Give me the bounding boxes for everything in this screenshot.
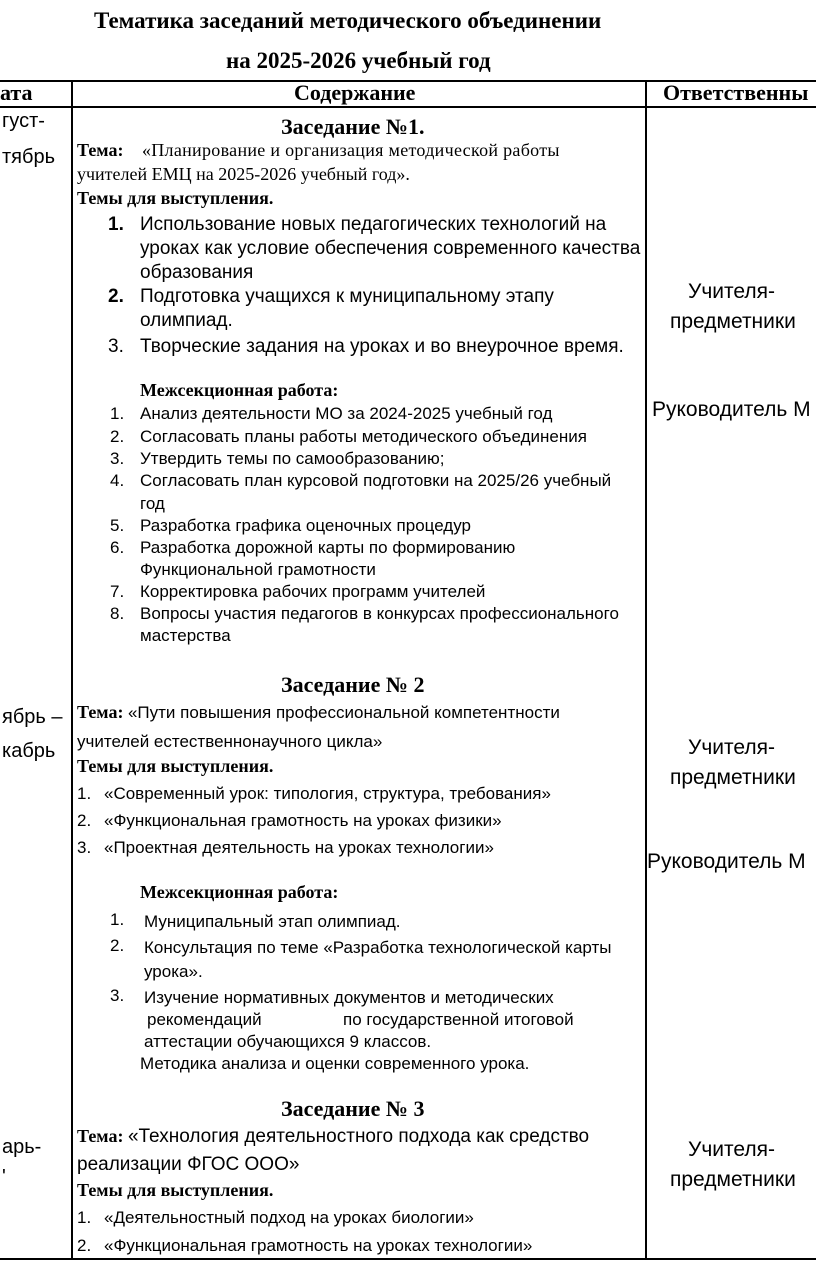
list-item: Разработка дорожной карты по формированию bbox=[140, 538, 516, 557]
meeting-3-heading: Заседание № 3 bbox=[281, 1096, 425, 1121]
list-item: Изучение нормативных документов и методических bbox=[144, 988, 554, 1007]
table-col-divider-2 bbox=[645, 80, 647, 1260]
meeting-2-responsible-line3: Руководитель М bbox=[647, 850, 806, 873]
meeting-1-topic bbox=[77, 140, 643, 161]
meeting-2-intersection-label: Межсекционная работа: bbox=[140, 882, 339, 902]
list-item: «Деятельностный подход на уроках биологии» bbox=[104, 1208, 474, 1227]
topic-text-line1: «Технология деятельностного подхода как средство bbox=[127, 1126, 590, 1147]
list-number: 1. bbox=[77, 784, 92, 803]
meeting-2-extra-line: Методика анализа и оценки современного урока. bbox=[140, 1054, 530, 1073]
header-date: ата bbox=[0, 80, 33, 105]
list-item: Вопросы участия педагогов в конкурсах профессионального bbox=[140, 604, 619, 623]
list-item: Анализ деятельности МО за 2024-2025 учебный год bbox=[140, 404, 553, 423]
list-number: 2. bbox=[77, 1236, 92, 1255]
header-content: Содержание bbox=[294, 80, 416, 105]
list-item: по государственной итоговой bbox=[343, 1010, 574, 1029]
header-responsible: Ответственны bbox=[663, 80, 809, 105]
topic-label: Тема: bbox=[77, 140, 124, 160]
list-number: 2. bbox=[77, 811, 92, 830]
list-number: 3. bbox=[110, 449, 125, 468]
list-item: олимпиад. bbox=[140, 310, 233, 331]
meeting-3-responsible-line1: Учителя- bbox=[688, 1138, 775, 1161]
list-number: 3. bbox=[77, 838, 92, 857]
list-item: уроках как условие обеспечения современного качества bbox=[140, 238, 641, 259]
list-item: Разработка графика оценочных процедур bbox=[140, 516, 471, 535]
meeting-1-date-line1: густ- bbox=[2, 110, 45, 132]
meeting-2-speeches-label: Темы для выступления. bbox=[77, 756, 274, 776]
meeting-3-topic bbox=[77, 1126, 589, 1148]
list-item: Функциональной грамотности bbox=[140, 560, 376, 579]
meeting-1-topic-line2: учителей ЕМЦ на 2025-2026 учебный год». bbox=[77, 164, 410, 184]
list-number: 4. bbox=[110, 471, 125, 490]
meeting-3-date-line1: арь- bbox=[2, 1136, 42, 1158]
meeting-1-speeches-label: Темы для выступления. bbox=[77, 188, 274, 208]
topic-label: Тема: bbox=[77, 702, 124, 722]
list-item: мастерства bbox=[140, 626, 231, 645]
list-item: Корректировка рабочих программ учителей bbox=[140, 582, 486, 601]
meeting-2-responsible-line2: предметники bbox=[670, 766, 796, 789]
meeting-3-speeches-label: Темы для выступления. bbox=[77, 1180, 274, 1200]
meeting-2-heading: Заседание № 2 bbox=[281, 672, 425, 697]
list-number: 1. bbox=[77, 1208, 92, 1227]
list-number: 7. bbox=[110, 582, 125, 601]
list-number: 2. bbox=[110, 936, 125, 955]
meeting-1-responsible-line1: Учителя- bbox=[688, 280, 775, 303]
list-number: 3. bbox=[108, 336, 124, 357]
list-number: 1. bbox=[110, 404, 125, 423]
meeting-1-heading: Заседание №1. bbox=[281, 114, 425, 139]
list-number: 8. bbox=[110, 604, 125, 623]
list-item: «Функциональная грамотность на уроках технологии» bbox=[104, 1236, 533, 1255]
list-item: Муниципальный этап олимпиад. bbox=[144, 912, 401, 931]
meeting-2-topic-line2: учителей естественнонаучного цикла» bbox=[77, 732, 383, 751]
meeting-1-responsible-line3: Руководитель М bbox=[652, 398, 811, 421]
list-item: образования bbox=[140, 262, 254, 283]
meeting-3-responsible-line2: предметники bbox=[670, 1168, 796, 1191]
list-item: год bbox=[140, 494, 165, 513]
list-item: Согласовать планы работы методического объединения bbox=[140, 427, 587, 446]
list-item: «Современный урок: типология, структура, требования» bbox=[104, 784, 551, 803]
table-bottom-border bbox=[0, 1258, 816, 1260]
topic-text-line1: «Пути повышения профессиональной компетентности bbox=[127, 703, 560, 722]
list-item: Творческие задания на уроках и во внеурочное время. bbox=[140, 336, 624, 357]
meeting-3-date-line2: ' bbox=[2, 1166, 6, 1188]
list-item: Согласовать план курсовой подготовки на 2025/26 учебный bbox=[140, 471, 612, 490]
list-number: 3. bbox=[110, 986, 125, 1005]
page-title-line2: на 2025-2026 учебный год bbox=[226, 48, 491, 73]
table-header-border bbox=[0, 106, 816, 108]
topic-text-line1: «Планирование и организация методической работы bbox=[141, 140, 560, 160]
meeting-1-date-line2: тябрь bbox=[2, 146, 55, 168]
list-item: Использование новых педагогических технологий на bbox=[140, 214, 607, 235]
topic-label: Тема: bbox=[77, 1126, 124, 1146]
meeting-2-topic bbox=[77, 702, 560, 723]
meeting-1-intersection-label: Межсекционная работа: bbox=[140, 380, 339, 400]
list-item: Подготовка учащихся к муниципальному этапу bbox=[140, 286, 554, 307]
list-number: 2. bbox=[108, 286, 124, 307]
list-number: 5. bbox=[110, 516, 125, 535]
meeting-2-date-line2: кабрь bbox=[2, 740, 56, 762]
list-number: 1. bbox=[110, 910, 125, 929]
meeting-2-date-line1: ябрь – bbox=[2, 706, 63, 728]
list-item: Утвердить темы по самообразованию; bbox=[140, 449, 445, 468]
page-title-line1: Тематика заседаний методического объединении bbox=[94, 8, 602, 33]
meeting-3-topic-line2: реализации ФГОС ООО» bbox=[77, 1154, 300, 1175]
meeting-1-responsible-line2: предметники bbox=[670, 310, 796, 333]
list-item: рекомендаций bbox=[147, 1010, 262, 1029]
list-item: урока». bbox=[144, 962, 203, 981]
list-item: аттестации обучающихся 9 классов. bbox=[144, 1032, 432, 1051]
list-number: 1. bbox=[108, 214, 124, 235]
list-item: «Функциональная грамотность на уроках физики» bbox=[104, 811, 502, 830]
list-number: 2. bbox=[110, 427, 125, 446]
list-number: 6. bbox=[110, 538, 125, 557]
meeting-2-responsible-line1: Учителя- bbox=[688, 736, 775, 759]
list-item: «Проектная деятельность на уроках технологии» bbox=[104, 838, 494, 857]
table-col-divider-1 bbox=[71, 80, 73, 1260]
list-item: Консультация по теме «Разработка технологической карты bbox=[144, 938, 612, 957]
